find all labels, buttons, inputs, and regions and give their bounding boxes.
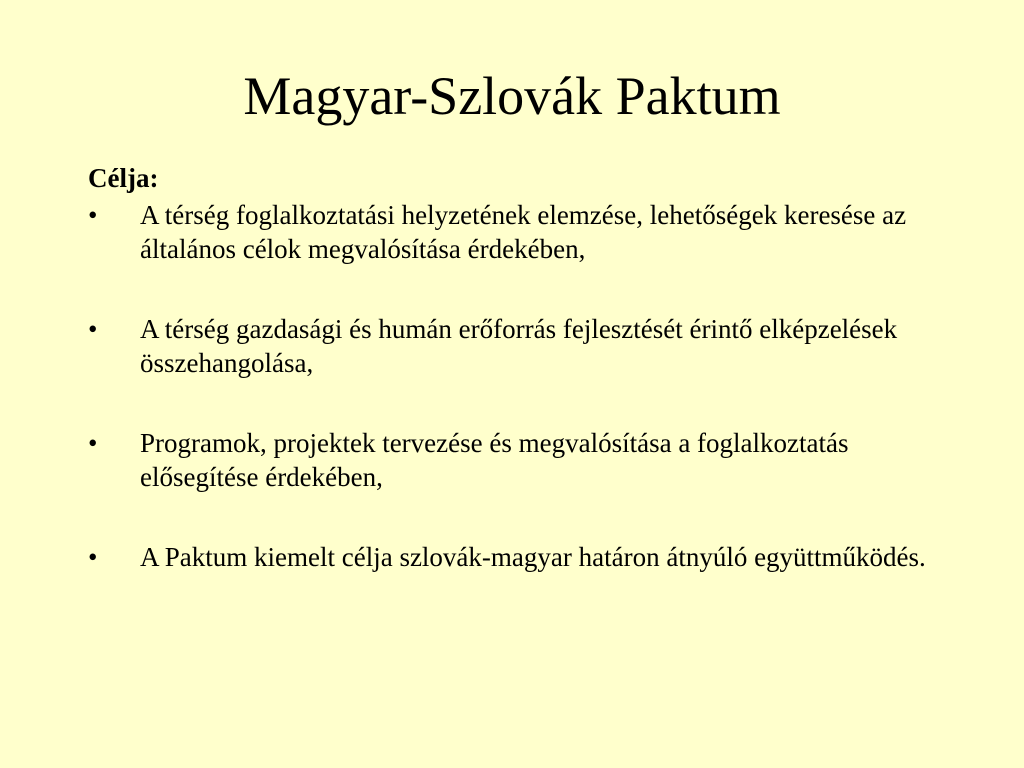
bullet-icon: • (88, 314, 98, 344)
bullet-list (88, 198, 948, 574)
bullet-icon: • (88, 200, 98, 230)
bullet-text: A Paktum kiemelt célja szlovák-magyar határon átnyúló együttműködés. (140, 542, 926, 572)
bullet-item (88, 312, 948, 380)
bullet-item (88, 426, 948, 494)
slide-content (88, 160, 948, 620)
bullet-item (88, 540, 948, 574)
bullet-icon: • (88, 542, 98, 572)
bullet-item (88, 198, 948, 266)
slide-title: Magyar-Szlovák Paktum (243, 66, 781, 126)
bullet-text: A térség gazdasági és humán erőforrás fejlesztését érintő elképzelések összehangolása, (140, 314, 898, 378)
bullet-text: A térség foglalkoztatási helyzetének elemzése, lehetőségek keresése az általános célok megvalósítása érdekében, (140, 200, 907, 264)
bullet-icon: • (88, 428, 98, 458)
bullet-text: Programok, projektek tervezése és megvalósítása a foglalkoztatás elősegítése érdekében, (140, 428, 849, 492)
subtitle: Célja: (88, 163, 159, 193)
